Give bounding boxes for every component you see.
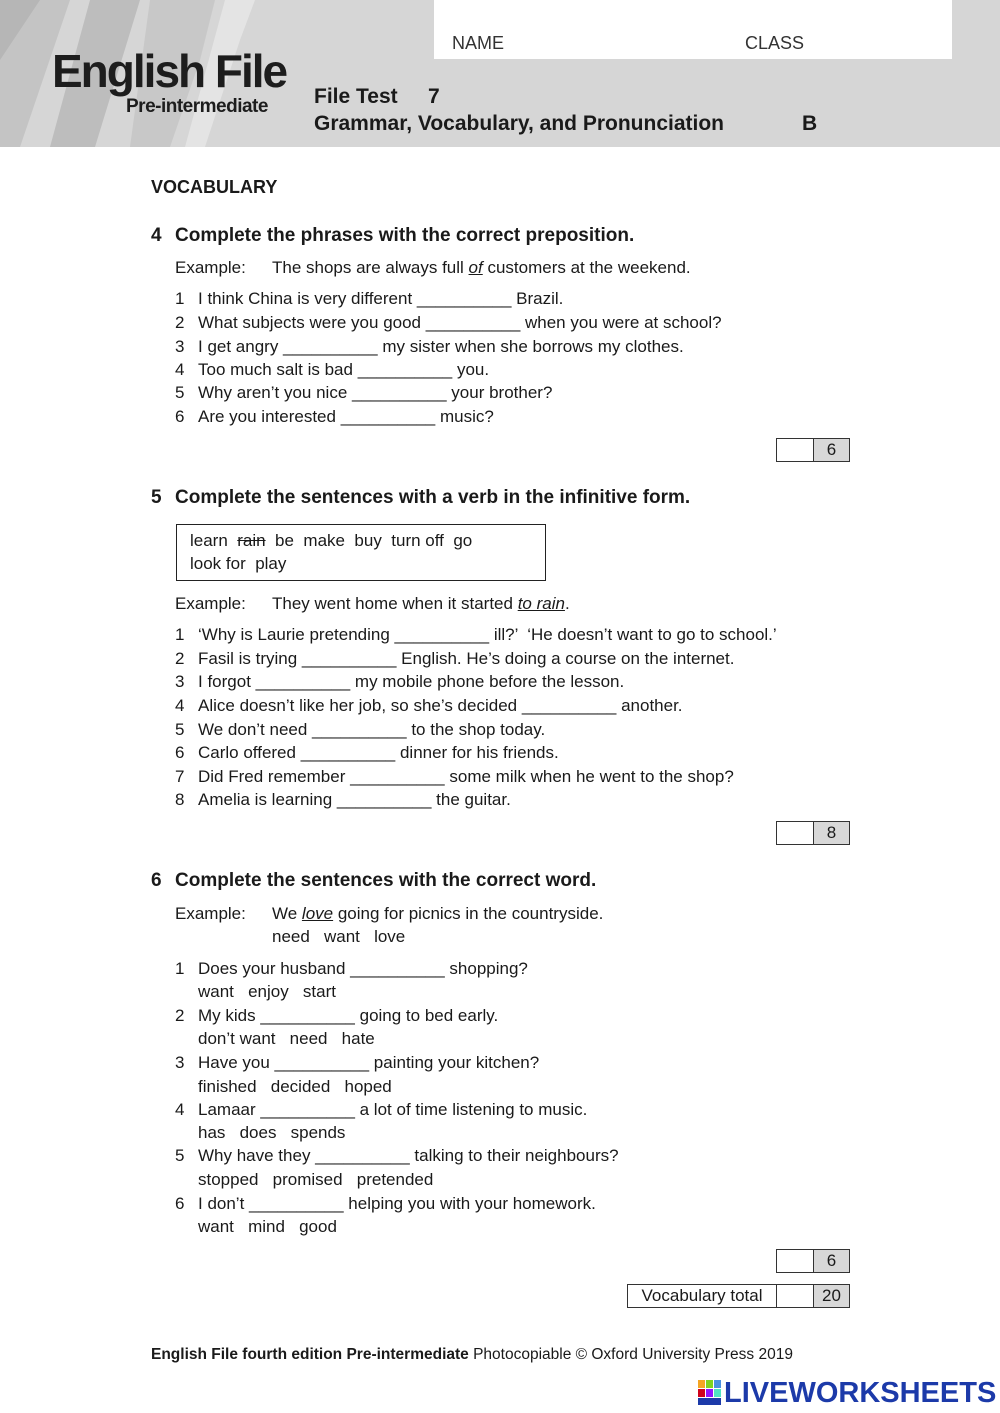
exercise-4-score-box <box>776 438 850 462</box>
exercise-6-score-box <box>776 1249 850 1273</box>
item-number: 2 <box>175 313 185 332</box>
item-number: 4 <box>175 360 185 379</box>
score-max: 6 <box>814 1250 849 1272</box>
class-label: CLASS <box>745 33 805 53</box>
name-class-field-area <box>434 0 952 59</box>
question-line: Did Fred remember __________ some milk when he went to the shop? <box>198 767 734 786</box>
score-max: 8 <box>814 822 849 844</box>
example-answer: of <box>468 258 483 277</box>
item-number: 6 <box>175 407 185 426</box>
score-input-cell[interactable] <box>777 822 814 844</box>
item-number: 4 <box>175 696 185 715</box>
question-line: Too much salt is bad __________ you. <box>198 360 490 379</box>
question-line: Are you interested __________ music? <box>198 407 494 426</box>
item-number: 5 <box>175 720 185 739</box>
item-number: 6 <box>175 743 185 762</box>
exercise-4-example: The shops are always full of customers at the weekend. <box>272 258 691 277</box>
exercise-4-title: Complete the phrases with the correct preposition. <box>175 225 635 246</box>
exercise-4-number: 4 <box>151 225 162 246</box>
question-line: Amelia is learning __________ the guitar. <box>198 790 511 809</box>
question-line: What subjects were you good __________ when you were at school? <box>198 313 722 332</box>
liveworksheets-icon <box>698 1380 722 1406</box>
exercise-5-score-box <box>776 821 850 845</box>
score-input-cell[interactable] <box>777 1250 814 1272</box>
question-line: I get angry __________ my sister when she borrows my clothes. <box>198 337 684 356</box>
word-bank <box>176 524 546 581</box>
test-version: B <box>802 112 818 135</box>
item-number: 1 <box>175 959 185 978</box>
example-answer: love <box>301 904 334 923</box>
item-number: 2 <box>175 1006 185 1025</box>
item-number: 3 <box>175 1053 185 1072</box>
item-number: 5 <box>175 1146 185 1165</box>
example-answer: to rain <box>517 594 565 613</box>
item-number: 2 <box>175 649 185 668</box>
question-line: Lamaar __________ a lot of time listening to music. <box>198 1100 588 1119</box>
exercise-6-number: 6 <box>151 870 162 891</box>
example-word-struck: rain <box>237 531 266 550</box>
item-number: 1 <box>175 625 185 644</box>
brand-subtitle: Pre-intermediate <box>126 96 268 117</box>
liveworksheets-text: LIVEWORKSHEETS <box>724 1377 997 1409</box>
total-score-input-cell[interactable] <box>777 1285 814 1307</box>
exercise-5-title: Complete the sentences with a verb in the infinitive form. <box>175 487 691 508</box>
question-line: I don’t __________ helping you with your homework. <box>198 1194 596 1213</box>
test-title: File Test <box>314 85 398 108</box>
exercise-5-example: They went home when it started to rain. <box>272 594 570 613</box>
answer-options: stopped promised pretended <box>198 1170 434 1189</box>
item-number: 8 <box>175 790 185 809</box>
item-number: 5 <box>175 383 185 402</box>
section-heading: VOCABULARY <box>151 177 278 197</box>
question-line: Carlo offered __________ dinner for his friends. <box>198 743 559 762</box>
page-header <box>0 0 1000 147</box>
exercise-5-number: 5 <box>151 487 162 508</box>
brand-title: English File <box>52 45 287 97</box>
exercise-5-example-label: Example: <box>175 594 246 613</box>
item-number: 7 <box>175 767 185 786</box>
total-score-max: 20 <box>814 1285 849 1307</box>
item-number: 4 <box>175 1100 185 1119</box>
question-line: Have you __________ painting your kitchen? <box>198 1053 540 1072</box>
answer-options: don’t want need hate <box>198 1029 375 1048</box>
question-line: Does your husband __________ shopping? <box>198 959 528 978</box>
answer-options: finished decided hoped <box>198 1077 392 1096</box>
word-bank-line-1: learn rain be make buy turn off go <box>190 531 473 550</box>
question-line: My kids __________ going to bed early. <box>198 1006 499 1025</box>
score-max: 6 <box>814 439 849 461</box>
name-label: NAME <box>452 33 505 53</box>
vocabulary-total-label: Vocabulary total <box>627 1284 777 1308</box>
test-number: 7 <box>428 85 440 108</box>
question-line: Alice doesn’t like her job, so she’s decided __________ another. <box>198 696 683 715</box>
question-line: Why have they __________ talking to their neighbours? <box>198 1146 619 1165</box>
item-number: 3 <box>175 337 185 356</box>
answer-options: want mind good <box>198 1217 337 1236</box>
test-subtitle: Grammar, Vocabulary, and Pronunciation <box>314 112 724 135</box>
exercise-4-example-label: Example: <box>175 258 246 277</box>
question-line: ‘Why is Laurie pretending __________ ill?’ ‘He doesn’t want to go to school.’ <box>198 625 777 644</box>
copyright-footer: English File fourth edition Pre-intermediate Photocopiable © Oxford University Press 2019 <box>151 1346 793 1363</box>
item-number: 6 <box>175 1194 185 1213</box>
question-line: We don’t need __________ to the shop today. <box>198 720 546 739</box>
item-number: 1 <box>175 289 185 308</box>
question-line: I think China is very different __________ Brazil. <box>198 289 564 308</box>
question-line: I forgot __________ my mobile phone before the lesson. <box>198 672 625 691</box>
item-number: 3 <box>175 672 185 691</box>
question-line: Why aren’t you nice __________ your brother? <box>198 383 553 402</box>
exercise-6-example-label: Example: <box>175 904 246 923</box>
exercise-6-example: We love going for picnics in the countryside. <box>272 904 604 923</box>
vocabulary-total-score-box <box>776 1284 850 1308</box>
word-bank-line-2: look for play <box>190 554 287 573</box>
score-input-cell[interactable] <box>777 439 814 461</box>
answer-options: want enjoy start <box>198 982 336 1001</box>
answer-options: has does spends <box>198 1123 346 1142</box>
exercise-6-example-options: need want love <box>272 927 406 946</box>
question-line: Fasil is trying __________ English. He’s doing a course on the internet. <box>198 649 735 668</box>
exercise-6-title: Complete the sentences with the correct word. <box>175 870 597 891</box>
